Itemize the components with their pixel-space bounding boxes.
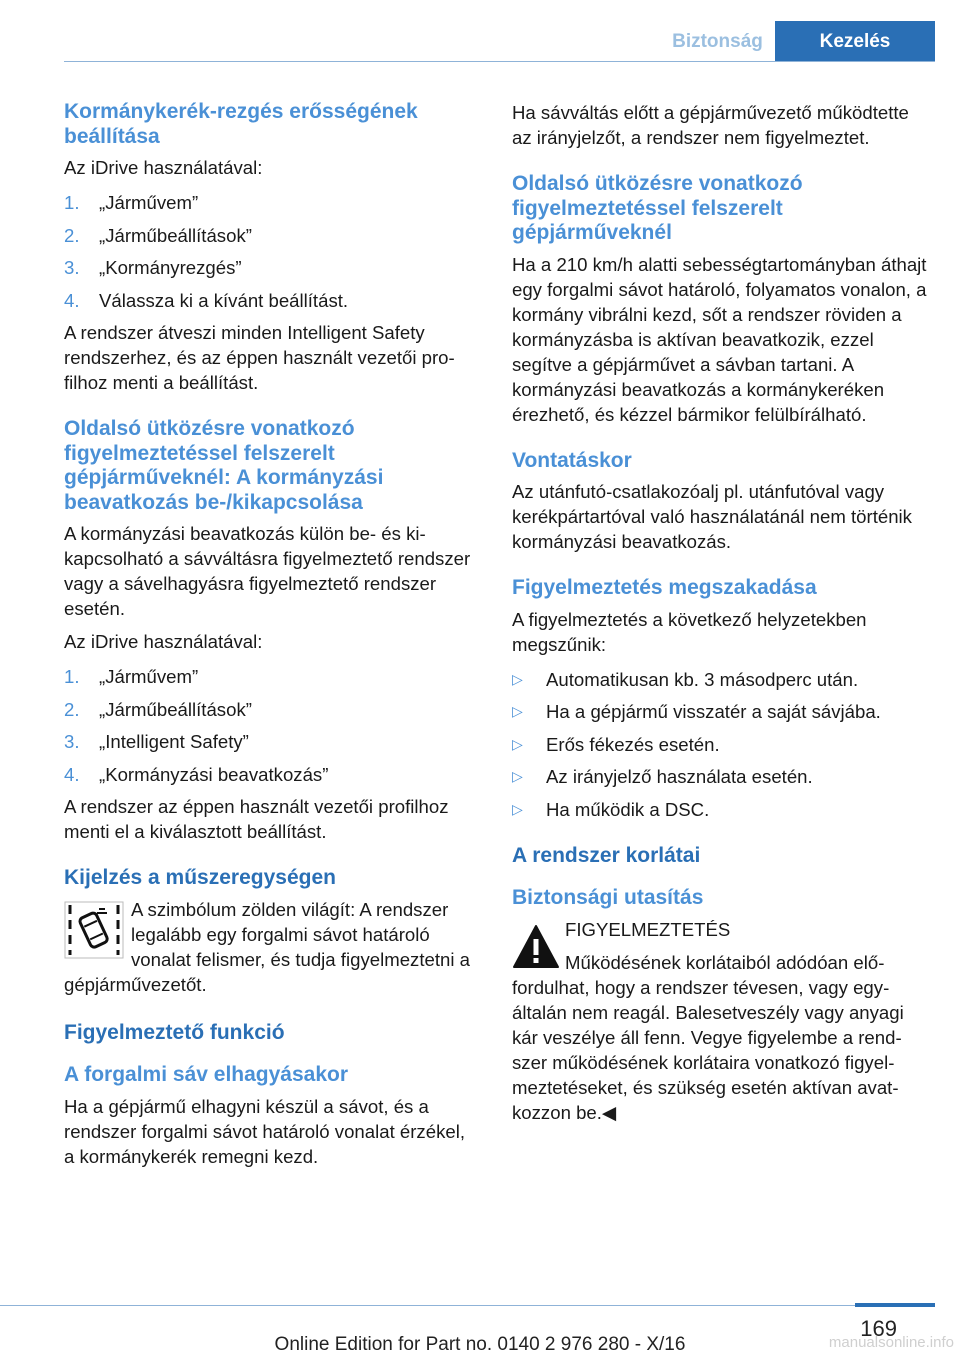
heading-steering-vibration: Kormánykerék-rezgés erősségének beállítása — [64, 100, 418, 148]
heading-safety-note: Biztonsági utasítás — [512, 886, 704, 909]
warning-triangle-icon — [512, 923, 560, 973]
list-item: 1. „Járművem” — [64, 192, 199, 213]
heading-system-limits: A rendszer korlátai — [512, 843, 701, 867]
heading-steering-intervention: Oldalsó ütközésre vonatkozó figyelmeztetéssel felszerelt gépjárműveknél: A kormányzási beavatkozás be-/kikapcsolása — [64, 417, 384, 514]
page-number: 169 — [860, 1316, 897, 1341]
list-item: 3. „Intelligent Safety” — [64, 731, 249, 752]
warning-title: FIGYELMEZTETÉS — [565, 918, 731, 940]
paragraph: Az utánfutó-csatlakozóalj pl. utánfutóval vagy kerékpártartóval való használatánál nem történik kormányzási beavatkozás. — [512, 481, 912, 552]
list-item: 4. Válassza ki a kívánt beállítást. — [64, 289, 349, 311]
numbered-list-2 — [64, 664, 479, 787]
warning-block — [512, 917, 927, 1125]
right-column — [512, 100, 927, 1125]
display-block — [64, 897, 479, 997]
heading-towing: Vontatáskor — [512, 448, 632, 472]
left-column — [64, 100, 479, 1169]
heading-display: Kijelzés a műszeregységen — [64, 866, 336, 889]
list-item: 2. „Járműbeállítások” — [64, 224, 252, 246]
list-item: ▷ Ha a gépjármű visszatér a saját sávjába. — [512, 701, 881, 722]
heading-side-collision: Oldalsó ütközésre vonatkozó figyelmeztetéssel felszerelt gépjárműveknél — [512, 172, 803, 244]
list-item: 2. „Járműbeállítások” — [64, 698, 252, 720]
list-item: ▷ Automatikusan kb. 3 másodperc után. — [512, 668, 859, 690]
paragraph: A kormányzási beavatkozás külön be- és kikapcsolható a sávváltásra figyelmeztető rendszer vagy a sávelhagyásra figyelmeztető rendszer esetén. — [64, 523, 471, 619]
list-item: 3. „Kormányrezgés” — [64, 257, 242, 278]
header-rule — [64, 61, 935, 62]
paragraph: Az iDrive használatával: — [64, 631, 263, 652]
paragraph: A figyelmeztetés a következő helyzetekben megszűnik: — [512, 608, 867, 655]
paragraph: Ha a 210 km/h alatti sebességtartományban áthajt egy forgalmi sávot határoló, folyamatos vonalon, a kormány vibrálni kezd, sőt a rendszer röviden a kormányzásba is aktívan beavatkozik, ezzel segítve a gépjárművet a sávban tartani. A kormányzási beavatkozás a kormánykeréken érezhető, és kézzel bármikor felülbírálható. — [512, 253, 927, 425]
list-item: ▷ Erős fékezés esetén. — [512, 733, 720, 755]
list-item: ▷ Az irányjelző használata esetén. — [512, 766, 813, 787]
header-tabs — [660, 21, 935, 62]
paragraph: A szimbólum zölden világít: A rendszer legalább egy forgalmi sávot határoló vonalat felismer, és tudja figyelmeztetni a gépjárművezetőt. — [64, 898, 470, 995]
paragraph: A rendszer az éppen használt vezetői profilhoz menti el a kiválasztott beállítást. — [64, 796, 449, 842]
paragraph: A rendszer átveszi minden Intelligent Safety rendszerhez, és az éppen használt vezetői profilhoz menti a beállítást. — [64, 322, 455, 393]
heading-warning-function: Figyelmeztető funkció — [64, 1020, 285, 1044]
list-item: 4. „Kormányzási beavatkozás” — [64, 763, 329, 785]
footer-rule — [0, 1305, 935, 1306]
lane-departure-icon — [64, 901, 128, 961]
tab-biztonsag[interactable]: Biztonság — [672, 30, 763, 52]
footer-accent — [855, 1303, 935, 1307]
warning-text: Működésének korlátaiból adódóan előfordulhat, hogy a rendszer tévesen, vagy egyáltalán nem reagál. Balesetveszély vagy anyagi kár veszélye áll fenn. Vegye figyelembe a rendszer működésének korlátaira vonatkozó figyelmeztetéseket, és szükség esetén aktívan avatkozzon be.◀ — [512, 951, 904, 1123]
list-item: 1. „Járművem” — [64, 666, 199, 687]
numbered-list-1 — [64, 190, 479, 313]
watermark: manualsonline.info — [828, 1334, 954, 1351]
footer-edition: Online Edition for Part no. 0140 2 976 280 - X/16 — [274, 1334, 686, 1355]
bullet-list — [512, 667, 927, 822]
paragraph: Az iDrive használatával: — [64, 157, 263, 178]
list-item: ▷ Ha működik a DSC. — [512, 798, 710, 820]
heading-lane-leaving: A forgalmi sáv elhagyásakor — [64, 1063, 349, 1086]
tab-kezeles[interactable]: Kezelés — [775, 21, 935, 62]
heading-warning-interrupt: Figyelmeztetés megszakadása — [512, 576, 817, 599]
paragraph: Ha sávváltás előtt a gépjárművezető működtette az irányjelzőt, a rendszer nem figyelmeztet. — [512, 102, 909, 148]
paragraph: Ha a gépjármű elhagyni készül a sávot, és a rendszer forgalmi sávot határoló vonalat érzékel, a kormánykerék remegni kezd. — [64, 1095, 466, 1167]
